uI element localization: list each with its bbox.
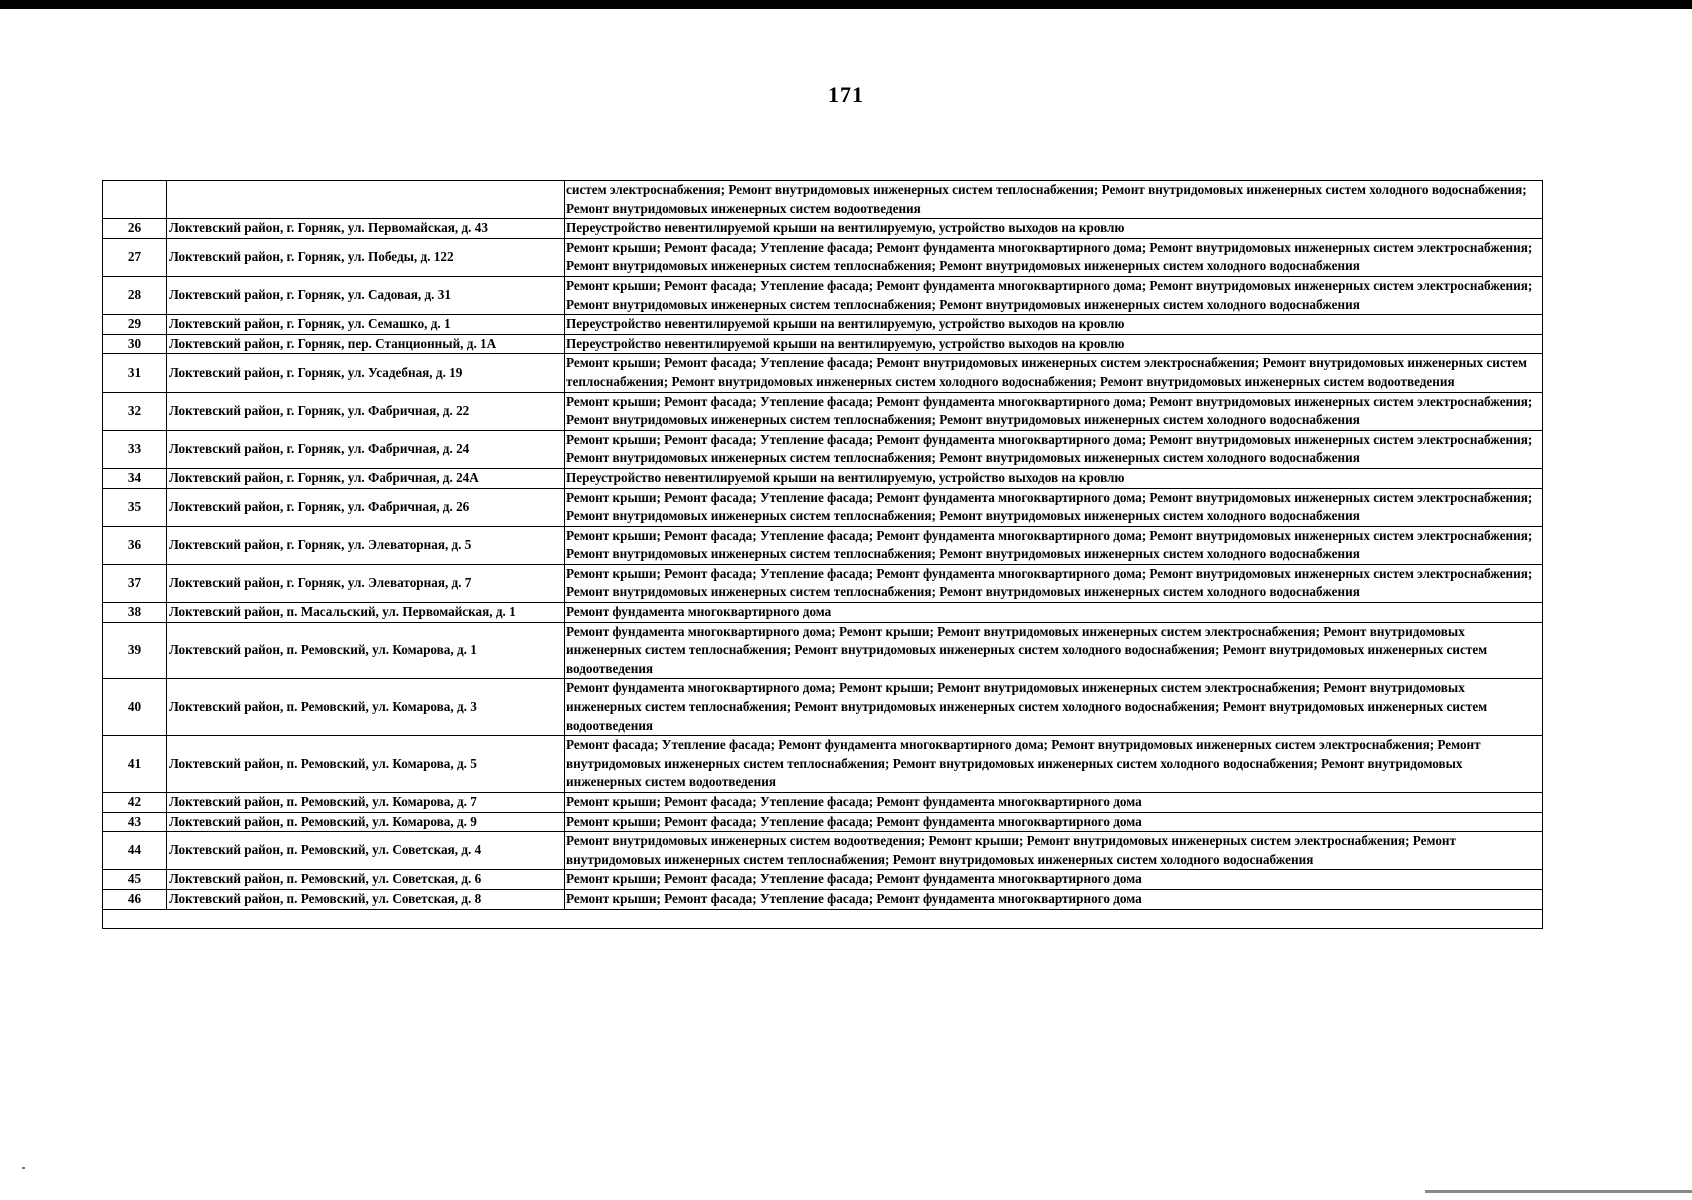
table-row (103, 736, 1543, 793)
table-row (103, 793, 1543, 813)
row-number: 42 (103, 793, 167, 813)
row-address (167, 526, 565, 564)
row-works: Ремонт внутридомовых инженерных систем водоотведения; Ремонт крыши; Ремонт внутридомовых инженерных систем электроснабжения; Ремонт внутридомовых инженерных систем теплоснабжения; Ремонт внутридомовых инженерных систем холодного водоснабжения (565, 832, 1543, 870)
row-works: систем электроснабжения; Ремонт внутридомовых инженерных систем теплоснабжения; Ремонт внутридомовых инженерных систем холодного водоснабжения; Ремонт внутридомовых инженерных систем водоотведения (565, 181, 1543, 219)
row-address-text: Локтевский район, г. Горняк, ул. Фабричная, д. 26 (169, 498, 470, 514)
row-works: Ремонт крыши; Ремонт фасада; Утепление фасада; Ремонт фундамента многоквартирного дома; Ремонт внутридомовых инженерных систем электроснабжения; Ремонт внутридомовых инженерных систем теплоснабжения; Ремонт внутридомовых инженерных систем холодного водоснабжения (565, 392, 1543, 430)
row-works: Ремонт фасада; Утепление фасада; Ремонт фундамента многоквартирного дома; Ремонт внутридомовых инженерных систем электроснабжения; Ремонт внутридомовых инженерных систем теплоснабжения; Ремонт внутридомовых инженерных систем холодного водоснабжения; Ремонт внутридомовых инженерных систем водоотведения (565, 736, 1543, 793)
row-address-text: Локтевский район, п. Ремовский, ул. Комарова, д. 3 (169, 699, 477, 715)
row-number: 38 (103, 603, 167, 623)
row-works: Ремонт фундамента многоквартирного дома; Ремонт крыши; Ремонт внутридомовых инженерных систем электроснабжения; Ремонт внутридомовых инженерных систем теплоснабжения; Ремонт внутридомовых инженерных систем холодного водоснабжения; Ремонт внутридомовых инженерных систем водоотведения (565, 622, 1543, 679)
scan-edge-mark (1425, 1190, 1692, 1193)
table-row (103, 526, 1543, 564)
table-row (103, 603, 1543, 623)
row-address (167, 354, 565, 392)
table-row (103, 622, 1543, 679)
row-address-text: Локтевский район, п. Масальский, ул. Первомайская, д. 1 (169, 604, 516, 620)
row-address-text: Локтевский район, п. Ремовский, ул. Советская, д. 4 (169, 842, 482, 858)
table-row (103, 488, 1543, 526)
top-scan-border (0, 0, 1692, 9)
row-address (167, 181, 565, 219)
table-row (103, 889, 1543, 909)
row-address (167, 870, 565, 890)
row-address (167, 430, 565, 468)
row-works: Ремонт фундамента многоквартирного дома; Ремонт крыши; Ремонт внутридомовых инженерных систем электроснабжения; Ремонт внутридомовых инженерных систем теплоснабжения; Ремонт внутридомовых инженерных систем холодного водоснабжения; Ремонт внутридомовых инженерных систем водоотведения (565, 679, 1543, 736)
table-row-continuation (103, 181, 1543, 219)
row-works: Переустройство невентилируемой крыши на вентилируемую, устройство выходов на кровлю (565, 315, 1543, 335)
row-number: 40 (103, 679, 167, 736)
row-address-text: Локтевский район, г. Горняк, ул. Садовая, д. 31 (169, 287, 451, 303)
row-address (167, 793, 565, 813)
table-row (103, 276, 1543, 314)
row-address-text: Локтевский район, г. Горняк, ул. Фабричная, д. 24А (169, 469, 479, 485)
table-row (103, 238, 1543, 276)
table-row (103, 870, 1543, 890)
table-row (103, 315, 1543, 335)
row-address-text: Локтевский район, г. Горняк, ул. Первомайская, д. 43 (169, 220, 488, 236)
row-works: Переустройство невентилируемой крыши на вентилируемую, устройство выходов на кровлю (565, 468, 1543, 488)
table-row-empty (103, 909, 1543, 928)
row-works: Ремонт крыши; Ремонт фасада; Утепление фасада; Ремонт фундамента многоквартирного дома (565, 812, 1543, 832)
row-address-text: Локтевский район, п. Ремовский, ул. Советская, д. 8 (169, 890, 482, 906)
row-works: Ремонт крыши; Ремонт фасада; Утепление фасада; Ремонт фундамента многоквартирного дома; Ремонт внутридомовых инженерных систем электроснабжения; Ремонт внутридомовых инженерных систем теплоснабжения; Ремонт внутридомовых инженерных систем холодного водоснабжения (565, 430, 1543, 468)
empty-cell (103, 909, 1543, 928)
row-works: Ремонт фундамента многоквартирного дома (565, 603, 1543, 623)
row-address-text: Локтевский район, г. Горняк, ул. Фабричная, д. 22 (169, 402, 470, 418)
row-number: 32 (103, 392, 167, 430)
row-address (167, 679, 565, 736)
row-address (167, 334, 565, 354)
row-number: 34 (103, 468, 167, 488)
row-number: 27 (103, 238, 167, 276)
row-number: 37 (103, 564, 167, 602)
row-address-text: Локтевский район, г. Горняк, ул. Фабричная, д. 24 (169, 441, 470, 457)
row-address (167, 392, 565, 430)
table-row (103, 832, 1543, 870)
row-number: 29 (103, 315, 167, 335)
row-address-text: Локтевский район, г. Горняк, ул. Элеваторная, д. 7 (169, 575, 472, 591)
row-works: Ремонт крыши; Ремонт фасада; Утепление фасада; Ремонт фундамента многоквартирного дома; Ремонт внутридомовых инженерных систем электроснабжения; Ремонт внутридомовых инженерных систем теплоснабжения; Ремонт внутридомовых инженерных систем холодного водоснабжения (565, 238, 1543, 276)
table-row (103, 430, 1543, 468)
row-number (103, 181, 167, 219)
table-row (103, 334, 1543, 354)
page-number: 171 (828, 82, 864, 107)
row-number: 30 (103, 334, 167, 354)
row-address (167, 832, 565, 870)
row-works: Переустройство невентилируемой крыши на вентилируемую, устройство выходов на кровлю (565, 219, 1543, 239)
table-row (103, 468, 1543, 488)
table-row (103, 354, 1543, 392)
row-number: 43 (103, 812, 167, 832)
row-works: Ремонт крыши; Ремонт фасада; Утепление фасада; Ремонт фундамента многоквартирного дома; Ремонт внутридомовых инженерных систем электроснабжения; Ремонт внутридомовых инженерных систем теплоснабжения; Ремонт внутридомовых инженерных систем холодного водоснабжения (565, 488, 1543, 526)
row-address-text: Локтевский район, г. Горняк, ул. Победы, д. 122 (169, 249, 454, 265)
row-number: 44 (103, 832, 167, 870)
row-number: 46 (103, 889, 167, 909)
row-number: 33 (103, 430, 167, 468)
row-address (167, 889, 565, 909)
row-works: Ремонт крыши; Ремонт фасада; Утепление фасада; Ремонт фундамента многоквартирного дома; Ремонт внутридомовых инженерных систем электроснабжения; Ремонт внутридомовых инженерных систем теплоснабжения; Ремонт внутридомовых инженерных систем холодного водоснабжения (565, 276, 1543, 314)
row-address (167, 276, 565, 314)
row-address-text: Локтевский район, г. Горняк, ул. Элеваторная, д. 5 (169, 536, 472, 552)
table-row (103, 219, 1543, 239)
row-number: 28 (103, 276, 167, 314)
row-address (167, 238, 565, 276)
row-address-text: Локтевский район, г. Горняк, ул. Усадебная, д. 19 (169, 364, 463, 380)
row-address (167, 622, 565, 679)
row-works: Ремонт крыши; Ремонт фасада; Утепление фасада; Ремонт фундамента многоквартирного дома (565, 793, 1543, 813)
row-number: 45 (103, 870, 167, 890)
row-works: Ремонт крыши; Ремонт фасада; Утепление фасада; Ремонт фундамента многоквартирного дома (565, 870, 1543, 890)
row-address-text: Локтевский район, г. Горняк, пер. Станционный, д. 1А (169, 335, 497, 351)
row-number: 31 (103, 354, 167, 392)
row-address-text: Локтевский район, п. Ремовский, ул. Советская, д. 6 (169, 871, 482, 887)
row-address-text: Локтевский район, п. Ремовский, ул. Комарова, д. 7 (169, 794, 477, 809)
row-address (167, 219, 565, 239)
scan-speck (22, 1167, 25, 1169)
table-row (103, 679, 1543, 736)
row-address (167, 315, 565, 335)
row-number: 36 (103, 526, 167, 564)
row-number: 39 (103, 622, 167, 679)
row-address-text: Локтевский район, г. Горняк, ул. Семашко, д. 1 (169, 316, 451, 332)
row-address (167, 468, 565, 488)
row-works: Ремонт крыши; Ремонт фасада; Утепление фасада; Ремонт фундамента многоквартирного дома (565, 889, 1543, 909)
row-number: 41 (103, 736, 167, 793)
row-address-text: Локтевский район, п. Ремовский, ул. Комарова, д. 1 (169, 642, 477, 658)
row-number: 35 (103, 488, 167, 526)
table-body (103, 181, 1543, 929)
row-address (167, 736, 565, 793)
row-address (167, 564, 565, 602)
row-works: Ремонт крыши; Ремонт фасада; Утепление фасада; Ремонт внутридомовых инженерных систем электроснабжения; Ремонт внутридомовых инженерных систем теплоснабжения; Ремонт внутридомовых инженерных систем холодного водоснабжения; Ремонт внутридомовых инженерных систем водоотведения (565, 354, 1543, 392)
repair-works-table (102, 180, 1543, 929)
row-works: Ремонт крыши; Ремонт фасада; Утепление фасада; Ремонт фундамента многоквартирного дома; Ремонт внутридомовых инженерных систем электроснабжения; Ремонт внутридомовых инженерных систем теплоснабжения; Ремонт внутридомовых инженерных систем холодного водоснабжения (565, 526, 1543, 564)
row-works: Переустройство невентилируемой крыши на вентилируемую, устройство выходов на кровлю (565, 334, 1543, 354)
row-number: 26 (103, 219, 167, 239)
table-row (103, 564, 1543, 602)
row-address-text: Локтевский район, п. Ремовский, ул. Комарова, д. 9 (169, 813, 477, 829)
row-address (167, 488, 565, 526)
row-address (167, 812, 565, 832)
table-row (103, 392, 1543, 430)
row-works: Ремонт крыши; Ремонт фасада; Утепление фасада; Ремонт фундамента многоквартирного дома; Ремонт внутридомовых инженерных систем электроснабжения; Ремонт внутридомовых инженерных систем теплоснабжения; Ремонт внутридомовых инженерных систем холодного водоснабжения (565, 564, 1543, 602)
table-row (103, 812, 1543, 832)
row-address-text: Локтевский район, п. Ремовский, ул. Комарова, д. 5 (169, 755, 477, 771)
row-address (167, 603, 565, 623)
